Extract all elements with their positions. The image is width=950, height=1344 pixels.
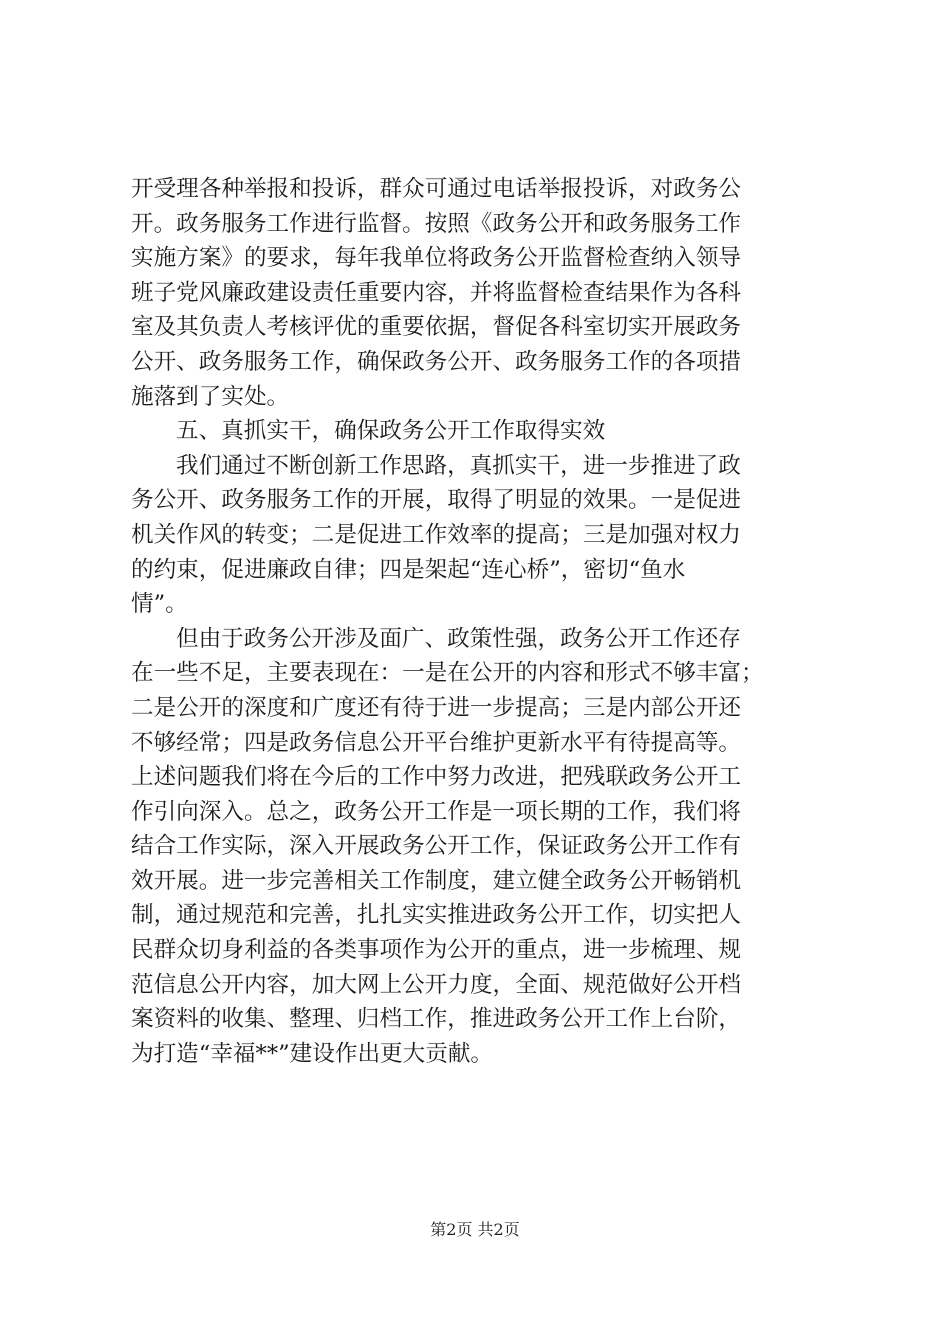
text-line: 五、真抓实干，确保政务公开工作取得实效	[176, 418, 606, 445]
text-line: 实施方案》的要求，每年我单位将政务公开监督检查纳入领导	[131, 245, 742, 272]
text-line: 开受理各种举报和投诉，群众可通过电话举报投诉，对政务公	[131, 176, 742, 202]
text-line: 施落到了实处。	[131, 383, 290, 410]
text-line: 民群众切身利益的各类事项作为公开的重点，进一步梳理、规	[131, 937, 742, 964]
text-line: 二是公开的深度和广度还有待于进一步提高；三是内部公开还	[131, 694, 742, 721]
text-line: 务公开、政务服务工作的开展，取得了明显的效果。一是促进	[131, 487, 742, 514]
text-line: 结合工作实际，深入开展政务公开工作，保证政务公开工作有	[131, 833, 742, 860]
text-line: 在一些不足，主要表现在：一是在公开的内容和形式不够丰富；	[131, 660, 764, 687]
document-body	[131, 172, 823, 1071]
text-line: 上述问题我们将在今后的工作中努力改进，把残联政务公开工	[131, 764, 742, 791]
text-line: 的约束，促进廉政自律；四是架起“连心桥”，密切“鱼水	[131, 556, 686, 583]
text-line: 不够经常；四是政务信息公开平台维护更新水平有待提高等。	[131, 729, 742, 756]
page-footer: 第2页 共2页	[430, 1220, 520, 1239]
text-line: 班子党风廉政建设责任重要内容，并将监督检查结果作为各科	[131, 279, 742, 306]
text-line: 范信息公开内容，加大网上公开力度，全面、规范做好公开档	[131, 971, 742, 998]
text-line: 机关作风的转变；二是促进工作效率的提高；三是加强对权力	[131, 521, 742, 548]
text-line: 室及其负责人考核评优的重要依据，督促各科室切实开展政务	[131, 314, 742, 341]
text-line: 制，通过规范和完善，扎扎实实推进政务公开工作，切实把人	[131, 902, 742, 929]
text-line: 为打造“幸福**”建设作出更大贡献。	[131, 1040, 494, 1067]
text-line: 公开、政务服务工作，确保政务公开、政务服务工作的各项措	[131, 348, 742, 375]
text-line: 作引向深入。总之，政务公开工作是一项长期的工作，我们将	[131, 798, 742, 825]
text-line: 效开展。进一步完善相关工作制度，建立健全政务公开畅销机	[131, 867, 742, 894]
text-line: 情”。	[131, 591, 188, 618]
text-line: 开。政务服务工作进行监督。按照《政务公开和政务服务工作	[131, 210, 742, 237]
text-line: 但由于政务公开涉及面广、政策性强，政务公开工作还存	[176, 625, 741, 652]
text-line: 案资料的收集、整理、归档工作，推进政务公开工作上台阶，	[131, 1006, 742, 1033]
text-line: 我们通过不断创新工作思路，真抓实干，进一步推进了政	[176, 452, 741, 479]
